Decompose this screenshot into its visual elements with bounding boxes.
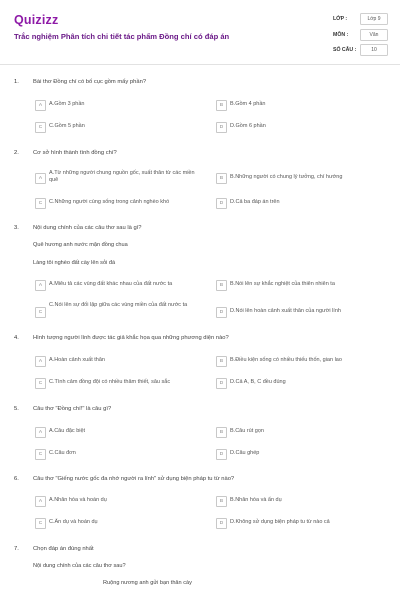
option-letter: A [35,100,46,111]
option-text: D.Câu ghép [230,450,260,456]
option-text: B.Câu rút gọn [230,428,264,434]
option-letter: B [216,173,227,184]
option-text: B.Những người có chung lý tưởng, chí hướng [230,174,343,180]
question-number: 6. [14,476,19,482]
option-letter: A [35,427,46,438]
option-letter: D [216,518,227,529]
question-number: 3. [14,225,19,231]
header-divider [0,64,400,65]
brand-logo: Quizizz [14,13,59,27]
question-text: Bài thơ Đồng chí có bố cục gồm mấy phần? [33,79,147,85]
option-letter: B [216,356,227,367]
question-quote-line: Ruộng nương anh gửi bạn thân cày [103,580,192,586]
option-text: D.Cả ba đáp án trên [230,199,280,205]
option-letter: C [35,122,46,133]
option-letter: D [216,307,227,318]
option-text: D.Cả A, B, C đều đúng [230,379,286,385]
option-letter: B [216,280,227,291]
option-text: D.Gồm 6 phần [230,123,266,129]
question-text: Chọn đáp án đúng nhất [33,546,94,552]
option-text: D.Không sử dụng biện pháp tu từ nào cả [230,519,330,525]
option-text: B.Gồm 4 phần [230,101,266,107]
option-text: A.Gồm 3 phần [49,101,85,107]
meta-subject-label: MÔN : [333,32,349,38]
option-letter: A [35,280,46,291]
option-text: C.Câu đơn [49,450,76,456]
option-letter: D [216,122,227,133]
question-number: 5. [14,406,19,412]
option-text: B.Nhân hóa và ẩn dụ [230,497,282,503]
question-prompt-line: Nội dung chính của các câu thơ sau? [33,563,126,569]
question-number: 4. [14,335,19,341]
option-letter: A [35,496,46,507]
option-text: A.Câu đặc biệt [49,428,86,434]
question-number: 1. [14,79,19,85]
option-text: C.Nói lên sự đối lập giữa các vùng miền của đất nước ta [49,302,188,308]
question-quote-line: Quê hương anh nước mặn đồng chua [33,242,128,248]
question-text: Nội dung chính của các câu thơ sau là gì? [33,225,142,231]
meta-grade-value: Lớp 9 [360,13,388,25]
option-text: C.Ẩn dụ và hoán dụ [49,519,98,525]
question-number: 7. [14,546,19,552]
question-text: Câu thơ "Giếng nước gốc đa nhớ người ra lính" sử dụng biện pháp tu từ nào? [33,476,235,482]
option-text: C.Tình cảm đồng đội có nhiều thâm thiết, sâu sắc [49,379,171,385]
meta-subject-value: Văn [360,29,388,41]
meta-count-label: SỐ CÂU : [333,47,357,53]
question-text: Cơ sở hình thành tình đồng chí? [33,150,117,156]
question-text: Hình tượng người lính được tác giả khắc họa qua những phương diện nào? [33,335,229,341]
option-letter: B [216,496,227,507]
quiz-title: Trắc nghiệm Phân tích chi tiết tác phẩm Đồng chí có đáp án [14,32,230,41]
option-letter: D [216,198,227,209]
option-text: A.Nhân hóa và hoán dụ [49,497,107,503]
option-text: D.Nói lên hoàn cảnh xuất thân của người lính [230,308,341,314]
option-letter: C [35,518,46,529]
option-text: B.Điều kiện sống có nhiều thiếu thốn, gian lao [230,357,342,363]
option-letter: D [216,449,227,460]
option-text: A.Từ những người chung nguồn gốc, xuất thân từ các miền quê [49,170,195,183]
option-text: A.Hoàn cảnh xuất thân [49,357,105,363]
header [0,0,400,62]
option-letter: B [216,427,227,438]
question-text: Câu thơ "Đồng chí!" là câu gì? [33,406,112,412]
option-text: C.Những người cùng sống trong cảnh nghèo khó [49,199,170,205]
option-text: A.Miêu tả các vùng đất khác nhau của đất nước ta [49,281,173,287]
option-letter: C [35,307,46,318]
option-text: B.Nói lên sự khắc nghiệt của thiên nhiên ta [230,281,335,287]
meta-grade-label: LỚP : [333,16,348,22]
option-letter: A [35,173,46,184]
meta-count-value: 10 [360,44,388,56]
option-letter: C [35,449,46,460]
option-letter: D [216,378,227,389]
option-letter: B [216,100,227,111]
option-letter: C [35,198,46,209]
question-number: 2. [14,150,19,156]
option-text: C.Gồm 5 phần [49,123,85,129]
option-letter: A [35,356,46,367]
option-letter: C [35,378,46,389]
question-quote-line: Làng tôi nghèo đất cày lên sỏi đá [33,260,116,266]
